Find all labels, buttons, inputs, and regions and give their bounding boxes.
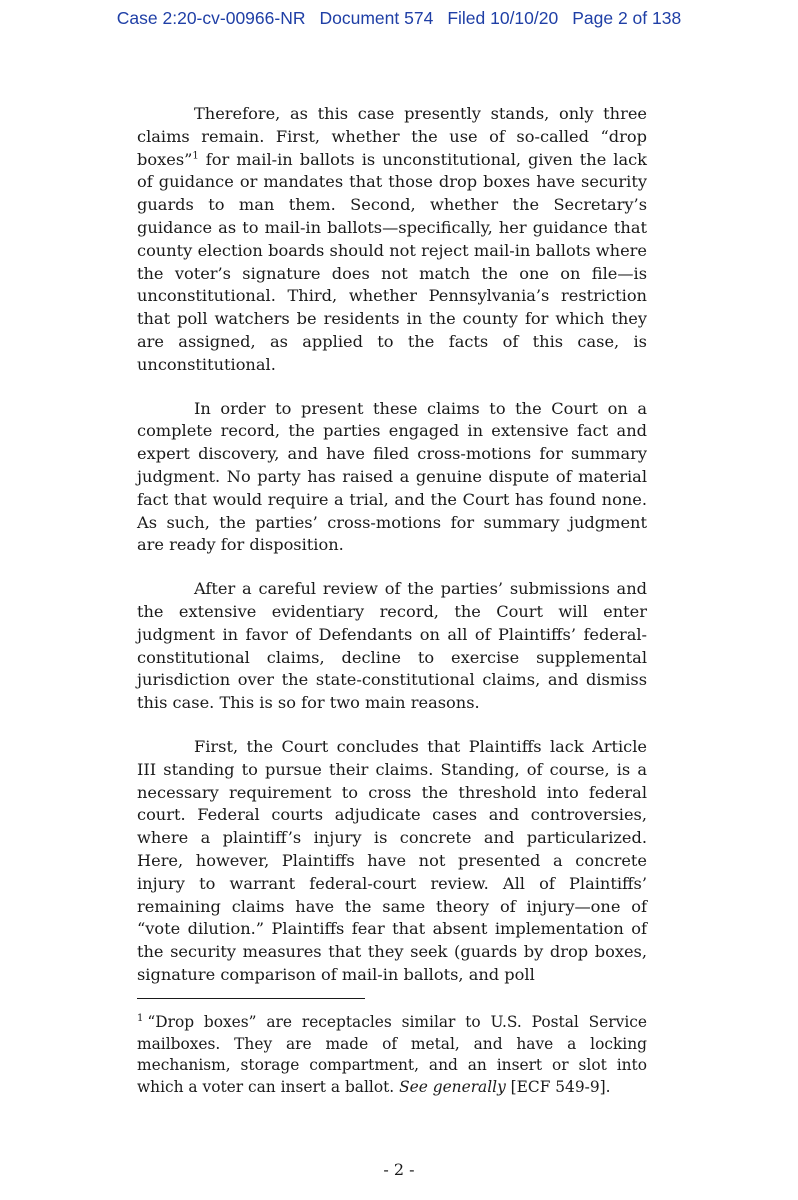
footnote-divider: [137, 998, 365, 999]
page-count: Page 2 of 138: [572, 8, 682, 28]
filed-date: Filed 10/10/20: [447, 8, 559, 28]
footnote-text-b: [ECF 549-9].: [505, 1077, 611, 1096]
footnote: [137, 1012, 647, 1098]
page-number: - 2 -: [383, 1160, 415, 1179]
footnote-reference: 1: [192, 150, 199, 162]
paragraph-record: In order to present these claims to the Court on a complete record, the parties engaged in extensive fact and expert discovery, and have filed cross-motions for summary judgment. No party has raised a genuine dispute of material fact that would require a trial, and the Court has found none. As such, the parties’ cross-motions for summary judgment are ready for disposition.: [137, 398, 647, 555]
paragraph-claims-text-b: for mail-in ballots is unconstitutional, given the lack of guidance or mandates that those drop boxes have security guards to man them. Second, whether the Secretary’s guidance as to mail-in ballots—specifically, her guidance that county election boards should not reject mail-in ballots where the voter’s signature does not match the one on file—is unconstitutional. Third, whether Pennsylvania’s restriction that poll watchers be residents in the county for which they are assigned, as applied to the facts of this case, is unconstitutional.: [137, 149, 647, 374]
case-header: [0, 8, 798, 29]
paragraph-claims-text-a: Therefore, as this case presently stands, only three claims remain. First, whether the use of so-called “drop boxes”: [137, 104, 647, 169]
document-number: Document 574: [319, 8, 434, 28]
paragraph-review: After a careful review of the parties’ submissions and the extensive evidentiary record, the Court will enter judgment in favor of Defendants on all of Plaintiffs’ federal-constitutional claims, decline to exercise supplemental jurisdiction over the state-constitutional claims, and dismiss this case. This is so for two main reasons.: [137, 579, 647, 713]
footnote-text-a: “Drop boxes” are receptacles similar to U.S. Postal Service mailboxes. They are made of metal, and have a locking mechanism, storage compartment, and an insert or slot into which a voter can insert a ballot.: [137, 1013, 647, 1096]
footnote-signal: See generally: [399, 1077, 506, 1096]
paragraph-standing: First, the Court concludes that Plaintiffs lack Article III standing to pursue their claims. Standing, of course, is a necessary requirement to cross the threshold into federal court. Federal courts adjudicate cases and controversies, where a plaintiff’s injury is concrete and particularized. Here, however, Plaintiffs have not presented a concrete injury to warrant federal-court review. All of Plaintiffs’ remaining claims have the same theory of injury—one of “vote dilution.” Plaintiffs fear that absent implementation of the security measures that they seek (guards by drop boxes, signature comparison of mail-in ballots, and poll: [137, 736, 647, 984]
body-text: [137, 103, 647, 1008]
case-number: Case 2:20-cv-00966-NR: [116, 8, 306, 28]
paragraph-claims: [137, 103, 647, 377]
footnote-mark: 1: [137, 1012, 144, 1024]
